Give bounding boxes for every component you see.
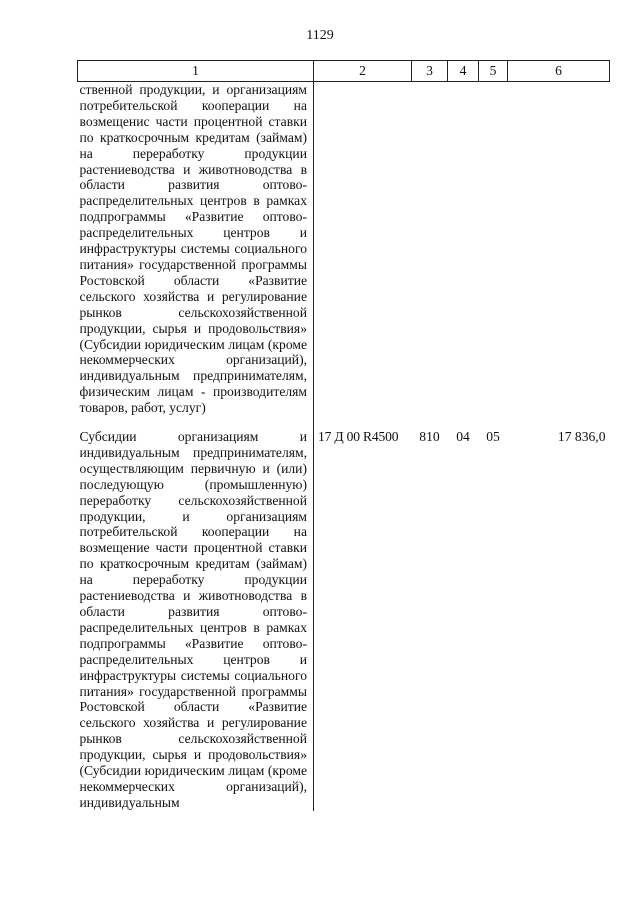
column-header-4: 4 — [448, 61, 479, 82]
row-col3: 810 — [419, 429, 440, 445]
column-header-3: 3 — [412, 61, 448, 82]
row-code — [314, 82, 412, 430]
row-description: Субсидии организациям и индивидуальным предпринимателям, осуществляющим первичную и (или) последующую (промышленную) переработку сельскохозяйственной продукции, и организациям потребительской кооперации на возмещение части процентной ставки по краткосрочным кредитам (займам) на переработку продукции растениеводства и животноводства в области развития оптово-распределительных центров в рамках подпрограммы «Развитие оптово-распределительных центров и инфраструктуры системы социального питания» государственной программы Ростовской области «Развитие сельского хозяйства и регулирование рынков сельскохозяйственной продукции, сырья и продовольствия» (Субсидии юридическим лицам (кроме некоммерческих организаций), индивидуальным — [78, 429, 314, 811]
table-header-row — [78, 61, 610, 82]
table-row — [78, 82, 610, 430]
column-header-1: 1 — [78, 61, 314, 82]
row-col4 — [448, 82, 479, 430]
row-col3 — [412, 82, 448, 430]
budget-table — [77, 60, 610, 811]
row-amount: 17 836,0 — [557, 429, 606, 445]
row-amount — [508, 82, 610, 430]
row-code: 17 Д 00 R4500 — [318, 429, 399, 445]
row-col5 — [479, 82, 508, 430]
column-header-2: 2 — [314, 61, 412, 82]
column-header-5: 5 — [479, 61, 508, 82]
row-description: ственной продукции, и организациям потребительской кооперации на возмещенис части процентной ставки по краткосрочным кредитам (займам) на переработку продукции растениеводства и животноводства в области развития оптово-распределительных центров в рамках подпрограммы «Развитие оптово-распределительных центров и инфраструктуры системы социального питания» государственной программы Ростовской области «Развитие сельского хозяйства и регулирование рынков сельскохозяйственной продукции, сырья и продовольствия» (Субсидии юридическим лицам (кроме некоммерческих организаций), индивидуальным предпринимателям, физическим лицам - производителям товаров, работ, услуг) — [78, 82, 314, 430]
row-col5: 05 — [486, 429, 500, 445]
page-number: 1129 — [306, 28, 334, 43]
table-row — [78, 429, 610, 811]
row-col4: 04 — [456, 429, 470, 445]
column-header-6: 6 — [508, 61, 610, 82]
